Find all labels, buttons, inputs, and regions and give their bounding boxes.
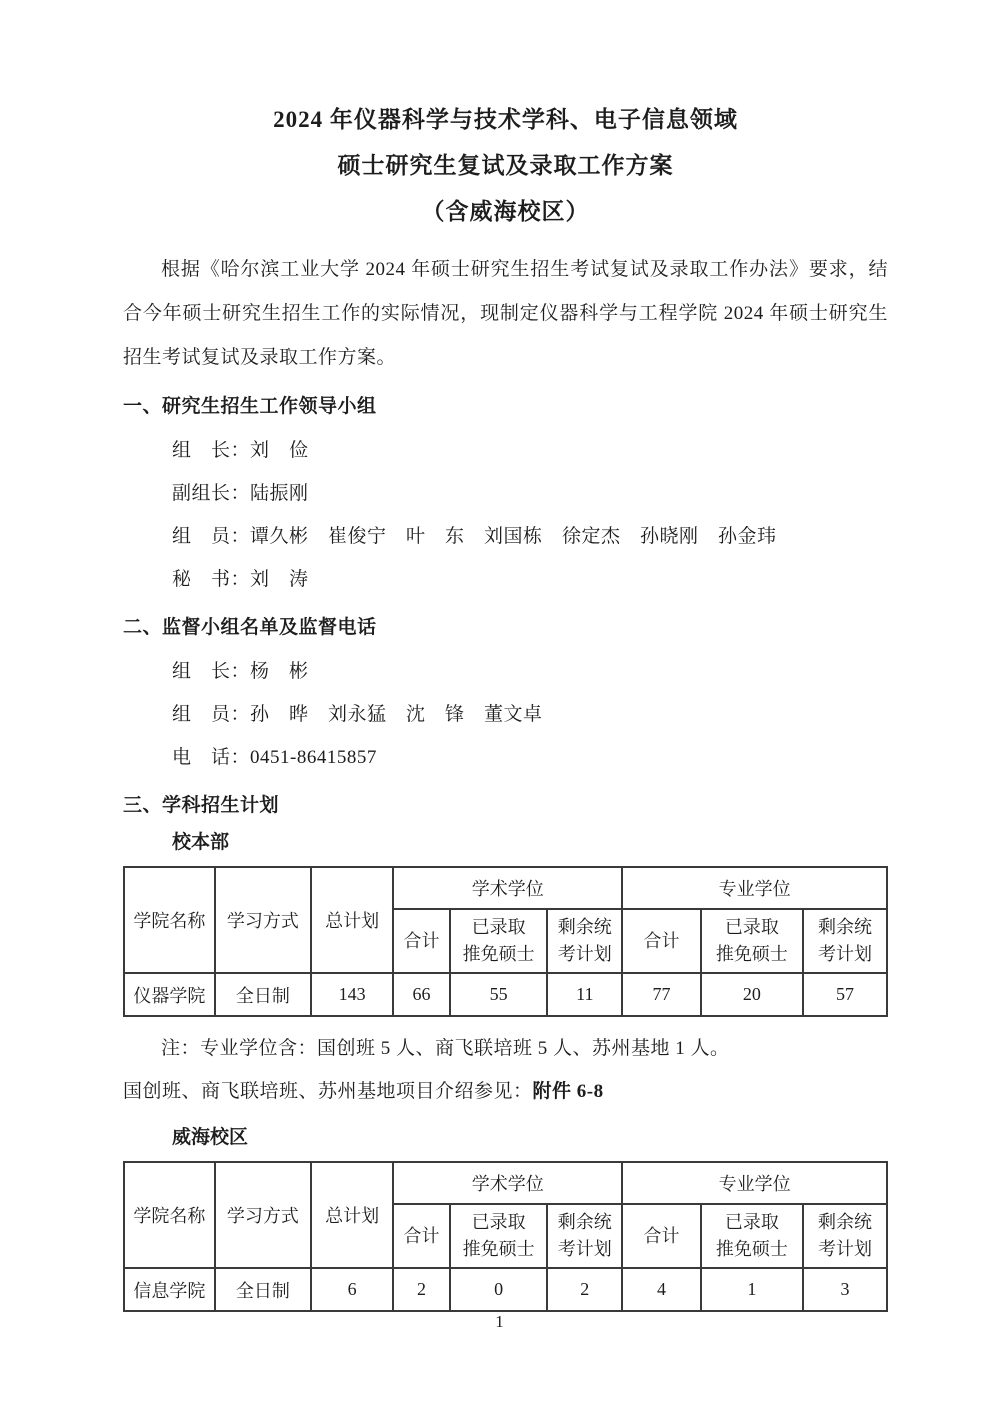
- roster-value: 0451-86415857: [250, 747, 377, 768]
- col-header-college: 学院名称: [124, 867, 215, 973]
- col-header-academic-remaining: [547, 1204, 622, 1268]
- group-header-academic: 学术学位: [393, 867, 622, 909]
- header-line: 剩余统: [557, 1212, 612, 1232]
- col-header-college: 学院名称: [124, 1162, 215, 1268]
- roster-value: 陆振刚: [250, 483, 309, 504]
- header-line: 已录取: [724, 1212, 779, 1232]
- col-header-academic-remaining: [547, 909, 622, 973]
- document-title: [123, 97, 888, 235]
- intro-paragraph: 根据《哈尔滨工业大学 2024 年硕士研究生招生考试复试及录取工作办法》要求，结合今年硕士研究生招生工作的实际情况，现制定仪器科学与工程学院 2024 年硕士研究生招生考试复试及录取工作方案。: [123, 259, 888, 368]
- table-row: [124, 1268, 887, 1311]
- col-header-professional-admitted: [701, 909, 803, 973]
- table-row: [124, 973, 887, 1016]
- document-content: [123, 0, 888, 1312]
- cell-mode: 全日制: [215, 973, 311, 1016]
- section-plan-heading: 三、学科招生计划: [123, 795, 280, 816]
- title-line-1: 2024 年仪器科学与技术学科、电子信息领域: [273, 107, 738, 132]
- cell-mode: 全日制: [215, 1268, 311, 1311]
- plan-note-line-2: [123, 1070, 888, 1113]
- cell-academic-admitted: 0: [450, 1268, 548, 1311]
- header-line: 推免硕士: [715, 1239, 788, 1259]
- attachment-reference: 附件 6-8: [532, 1081, 604, 1102]
- roster-value: 谭久彬 崔俊宁 叶 东 刘国栋 徐定杰 孙晓刚 孙金玮: [250, 526, 777, 547]
- roster-item-leader: [172, 429, 888, 472]
- header-line: 剩余统: [818, 1212, 872, 1232]
- roster-label: 电 话：: [172, 747, 251, 768]
- plan-note-line-1: 注：专业学位含：国创班 5 人、商飞联培班 5 人、苏州基地 1 人。: [161, 1038, 730, 1059]
- header-line: 剩余统: [818, 917, 872, 937]
- cell-professional-admitted: 20: [701, 973, 803, 1016]
- cell-academic-subtotal: 2: [393, 1268, 449, 1311]
- roster-item-secretary: [172, 558, 888, 601]
- header-line: 考计划: [557, 1239, 612, 1259]
- roster-label: 组 员：: [172, 526, 251, 547]
- header-line: 考计划: [818, 1239, 872, 1259]
- col-header-professional-admitted: [701, 1204, 803, 1268]
- col-header-total: 总计划: [311, 867, 393, 973]
- cell-professional-subtotal: 4: [622, 1268, 701, 1311]
- page-number: 1: [495, 1312, 504, 1331]
- roster-label: 副组长：: [172, 483, 251, 504]
- col-header-professional-subtotal: 合计: [622, 1204, 701, 1268]
- roster-value: 孙 晔 刘永猛 沈 锋 董文卓: [250, 704, 543, 725]
- cell-academic-remaining: 11: [547, 973, 622, 1016]
- roster-label: 秘 书：: [172, 569, 251, 590]
- cell-professional-subtotal: 77: [622, 973, 701, 1016]
- cell-professional-admitted: 1: [701, 1268, 803, 1311]
- roster-label: 组 长：: [172, 440, 251, 461]
- roster-label: 组 员：: [172, 704, 251, 725]
- cell-professional-remaining: 57: [803, 973, 887, 1016]
- weihai-campus-plan-table: [123, 1161, 888, 1312]
- leadership-roster: [172, 429, 888, 601]
- note-text: 国创班、商飞联培班、苏州基地项目介绍参见：: [123, 1081, 533, 1102]
- section-supervision-heading: 二、监督小组名单及监督电话: [123, 617, 377, 638]
- header-line: 已录取: [471, 1212, 526, 1232]
- roster-value: 刘 俭: [250, 440, 309, 461]
- group-header-academic: 学术学位: [393, 1162, 622, 1204]
- header-line: 推免硕士: [462, 1239, 535, 1259]
- roster-item-phone: [172, 736, 888, 779]
- col-header-academic-subtotal: 合计: [393, 909, 449, 973]
- header-line: 剩余统: [557, 917, 612, 937]
- col-header-professional-remaining: [803, 1204, 887, 1268]
- campus-main-label: 校本部: [172, 832, 230, 853]
- title-line-3: （含威海校区）: [421, 199, 590, 224]
- roster-item-members: [172, 515, 888, 558]
- col-header-academic-admitted: [450, 1204, 548, 1268]
- col-header-total: 总计划: [311, 1162, 393, 1268]
- campus-weihai-label: 威海校区: [172, 1127, 249, 1148]
- header-line: 已录取: [724, 917, 779, 937]
- main-campus-plan-table: [123, 866, 888, 1017]
- roster-item-members: [172, 693, 888, 736]
- header-line: 已录取: [471, 917, 526, 937]
- group-header-professional: 专业学位: [622, 867, 887, 909]
- header-line: 推免硕士: [462, 944, 535, 964]
- header-line: 推免硕士: [715, 944, 788, 964]
- col-header-professional-remaining: [803, 909, 887, 973]
- col-header-academic-admitted: [450, 909, 548, 973]
- header-line: 考计划: [818, 944, 872, 964]
- group-header-professional: 专业学位: [622, 1162, 887, 1204]
- section-leadership-heading: 一、研究生招生工作领导小组: [123, 396, 377, 417]
- cell-academic-admitted: 55: [450, 973, 548, 1016]
- roster-label: 组 长：: [172, 661, 251, 682]
- cell-college: 仪器学院: [124, 973, 215, 1016]
- col-header-academic-subtotal: 合计: [393, 1204, 449, 1268]
- cell-total: 143: [311, 973, 393, 1016]
- roster-item-leader: [172, 650, 888, 693]
- header-line: 考计划: [557, 944, 612, 964]
- roster-item-deputy-leader: [172, 472, 888, 515]
- roster-value: 刘 涛: [250, 569, 309, 590]
- cell-academic-subtotal: 66: [393, 973, 449, 1016]
- col-header-mode: 学习方式: [215, 1162, 311, 1268]
- cell-professional-remaining: 3: [803, 1268, 887, 1311]
- cell-college: 信息学院: [124, 1268, 215, 1311]
- col-header-mode: 学习方式: [215, 867, 311, 973]
- cell-total: 6: [311, 1268, 393, 1311]
- cell-academic-remaining: 2: [547, 1268, 622, 1311]
- col-header-professional-subtotal: 合计: [622, 909, 701, 973]
- supervision-roster: [172, 650, 888, 779]
- title-line-2: 硕士研究生复试及录取工作方案: [337, 153, 674, 178]
- roster-value: 杨 彬: [250, 661, 309, 682]
